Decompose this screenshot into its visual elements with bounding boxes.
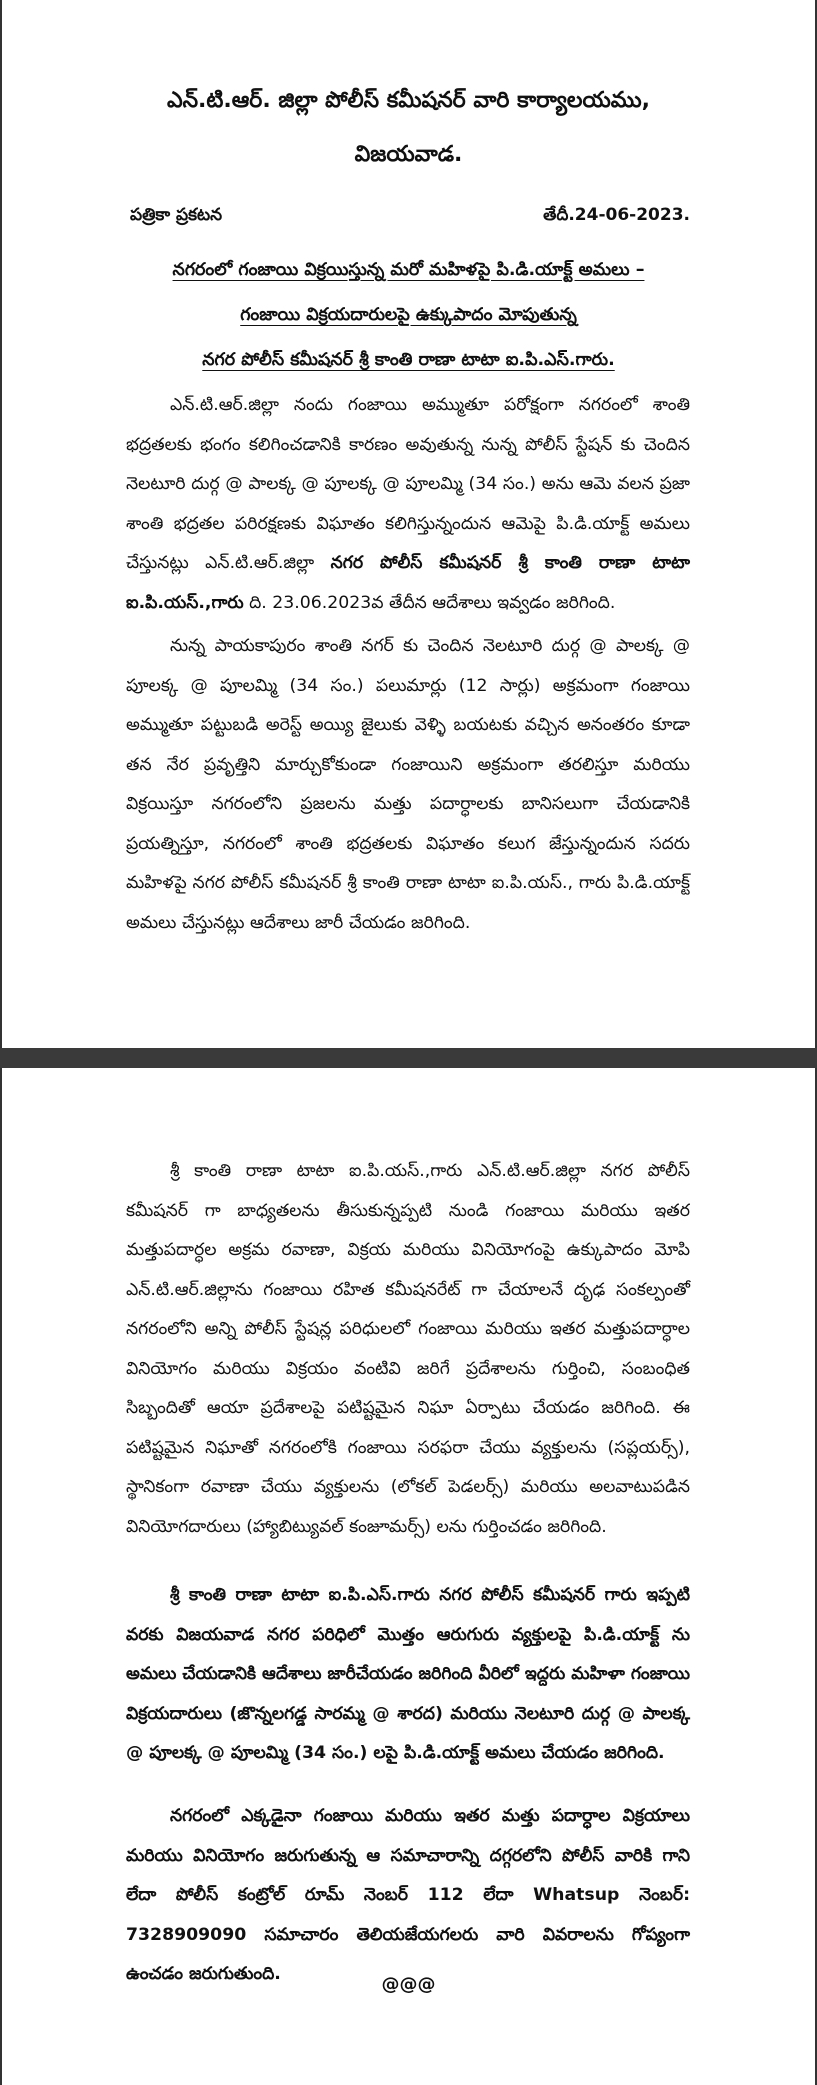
paragraph-1-part-a: ఎన్.టి.ఆర్.జిల్లా నందు గంజాయి అమ్ముతూ పరోక్షంగా నగరంలో శాంతి భద్రతలకు భంగం కలిగించడానికి కారణం అవుతున్న నున్న పోలీస్ స్టేషన్ కు చెందిన నెలటూరి దుర్గ @ పాలక్క @ పూలక్క @ పూలమ్మి (34 సం.) అను ఆమె వలన ప్రజా శాంతి భద్రతల పరిరక్షణకు విఘాతం కలిగిస్తున్నందున ఆమెపై పి.డి.యాక్ట్ అమలు చేస్తునట్లు ఎన్.టి.ఆర్.జిల్లా [126,395,690,573]
paragraph-5: నగరంలో ఎక్కడైనా గంజాయి మరియు ఇతర మత్తు పదార్ధాల విక్రయాలు మరియు వినియోగం జరుగుతున్న ఆ సమాచారాన్ని దగ్గరలోని పోలీస్ వారికి గాని లేదా పోలీస్ కంట్రోల్ రూమ్ నెంబర్ 112 లేదా Whatsup నెంబర్: 7328909090 సమాచారం తెలియజేయగలరు వారి వివరాలను గోప్యంగా ఉంచడం జరుగుతుంది. [126,1806,690,1984]
page-separator [0,1048,817,1068]
paragraph-1-part-b: ది. 23.06.2023వ తేదీన ఆదేశాలు ఇవ్వడం జరిగింది. [249,592,616,613]
paragraph-1 [126,386,690,623]
city-title: విజయవాడ. [354,142,463,167]
subject-line-3-text: నగర పోలీస్ కమీషనర్ శ్రీ కాంతి రాణా టాటా ఐ.పి.ఎస్.గారు. [202,350,615,370]
subject-line-1-text: నగరంలో గంజాయి విక్రయిస్తున్న మరో మహిళపై పి.డి.యాక్ట్ అమలు – [172,260,645,280]
subject-line-2 [0,305,817,329]
commissioner-name: నగర పోలీస్ కమీషనర్ శ్రీ కాంతి రాణా టాటా ఐ.పి.యస్.,గారు [126,553,690,613]
end-mark: @@@ [381,1974,436,1995]
subject-line-3 [0,350,817,374]
office-title: ఎన్.టి.ఆర్. జిల్లా పోలీస్ కమీషనర్ వారి కార్యాలయము, [166,88,651,113]
press-release-label: పత్రికా ప్రకటన [130,205,223,225]
paragraph-3: శ్రీ కాంతి రాణా టాటా ఐ.పి.యస్.,గారు ఎన్.టి.ఆర్.జిల్లా నగర పోలీస్ కమీషనర్ గా బాధ్యతలను తీసుకున్నప్పటి నుండి గంజాయి మరియు ఇతర మత్తుపదార్ధల అక్రమ రవాణా, విక్రయ మరియు వినియోగంపై ఉక్కుపాదం మోపి ఎన్.టి.ఆర్.జిల్లాను గంజాయి రహిత కమీషనరేట్ గా చేయాలనే దృఢ సంకల్పంతో నగరంలోని అన్ని పోలీస్ స్టేషన్ల పరిధులలో గంజాయి మరియు ఇతర మత్తుపదార్ధాల వినియోగం మరియు విక్రయం వంటివి జరిగే ప్రదేశాలను గుర్తించి, సంబంధిత సిబ్బందితో ఆయా ప్రదేశాలపై పటిష్టమైన నిఘా ఏర్పాటు చేయడం జరిగింది. ఈ పటిష్టమైన నిఘాతో నగరంలోకి గంజాయి సరఫరా చేయు వ్యక్తులను (సప్లయర్స్), స్థానికంగా రవాణా చేయు వ్యక్తులను (లోకల్ పెడలర్స్) మరియు అలవాటుపడిన వినియోగదారులు (హ్యాబిట్యువల్ కంజూమర్స్) లను గుర్తించడం జరిగింది. [126,1161,690,1537]
press-date: తేదీ.24-06-2023. [543,205,690,225]
paragraph-4: శ్రీ కాంతి రాణా టాటా ఐ.పి.ఎస్.గారు నగర పోలీస్ కమీషనర్ గారు ఇప్పటి వరకు విజయవాడ నగర పరిధిలో మొత్తం ఆరుగురు వ్యక్తులపై పి.డి.యాక్ట్ ను అమలు చేయడానికి ఆదేశాలు జారీచేయడం జరిగింది వీరిలో ఇద్దరు మహిళా గంజాయి విక్రయదారులు (జొన్నలగడ్డ సారమ్మ @ శారద) మరియు నెలటూరి దుర్గ @ పాలక్క @ పూలక్క @ పూలమ్మి (34 సం.) లపై పి.డి.యాక్ట్ అమలు చేయడం జరిగింది. [126,1585,690,1763]
subject-line-2-text: గంజాయి విక్రయదారులపై ఉక్కుపాదం మోపుతున్న [240,305,577,325]
subject-line-1 [0,260,817,284]
paragraph-2: నున్న పాయకాపురం శాంతి నగర్ కు చెందిన నెలటూరి దుర్గ @ పాలక్క @ పూలక్క @ పూలమ్మి (34 సం.) పలుమార్లు (12 సార్లు) అక్రమంగా గంజాయి అమ్ముతూ పట్టుబడి అరెస్ట్ అయ్యి జైలుకు వెళ్ళి బయటకు వచ్చిన అనంతరం కూడా తన నేర ప్రవృత్తిని మార్చుకోకుండా గంజాయిని అక్రమంగా తరలిస్తూ మరియు విక్రయిస్తూ నగరంలోని ప్రజలను మత్తు పదార్ధాలకు బానిసలుగా చేయడానికి ప్రయత్నిస్తూ, నగరంలో శాంతి భద్రతలకు విఘాతం కలుగ జేస్తున్నందున సదరు మహిళపై నగర పోలీస్ కమీషనర్ శ్రీ కాంతి రాణా టాటా ఐ.పి.యస్., గారు పి.డి.యాక్ట్ అమలు చేస్తునట్లు ఆదేశాలు జారీ చేయడం జరిగింది. [126,636,690,933]
